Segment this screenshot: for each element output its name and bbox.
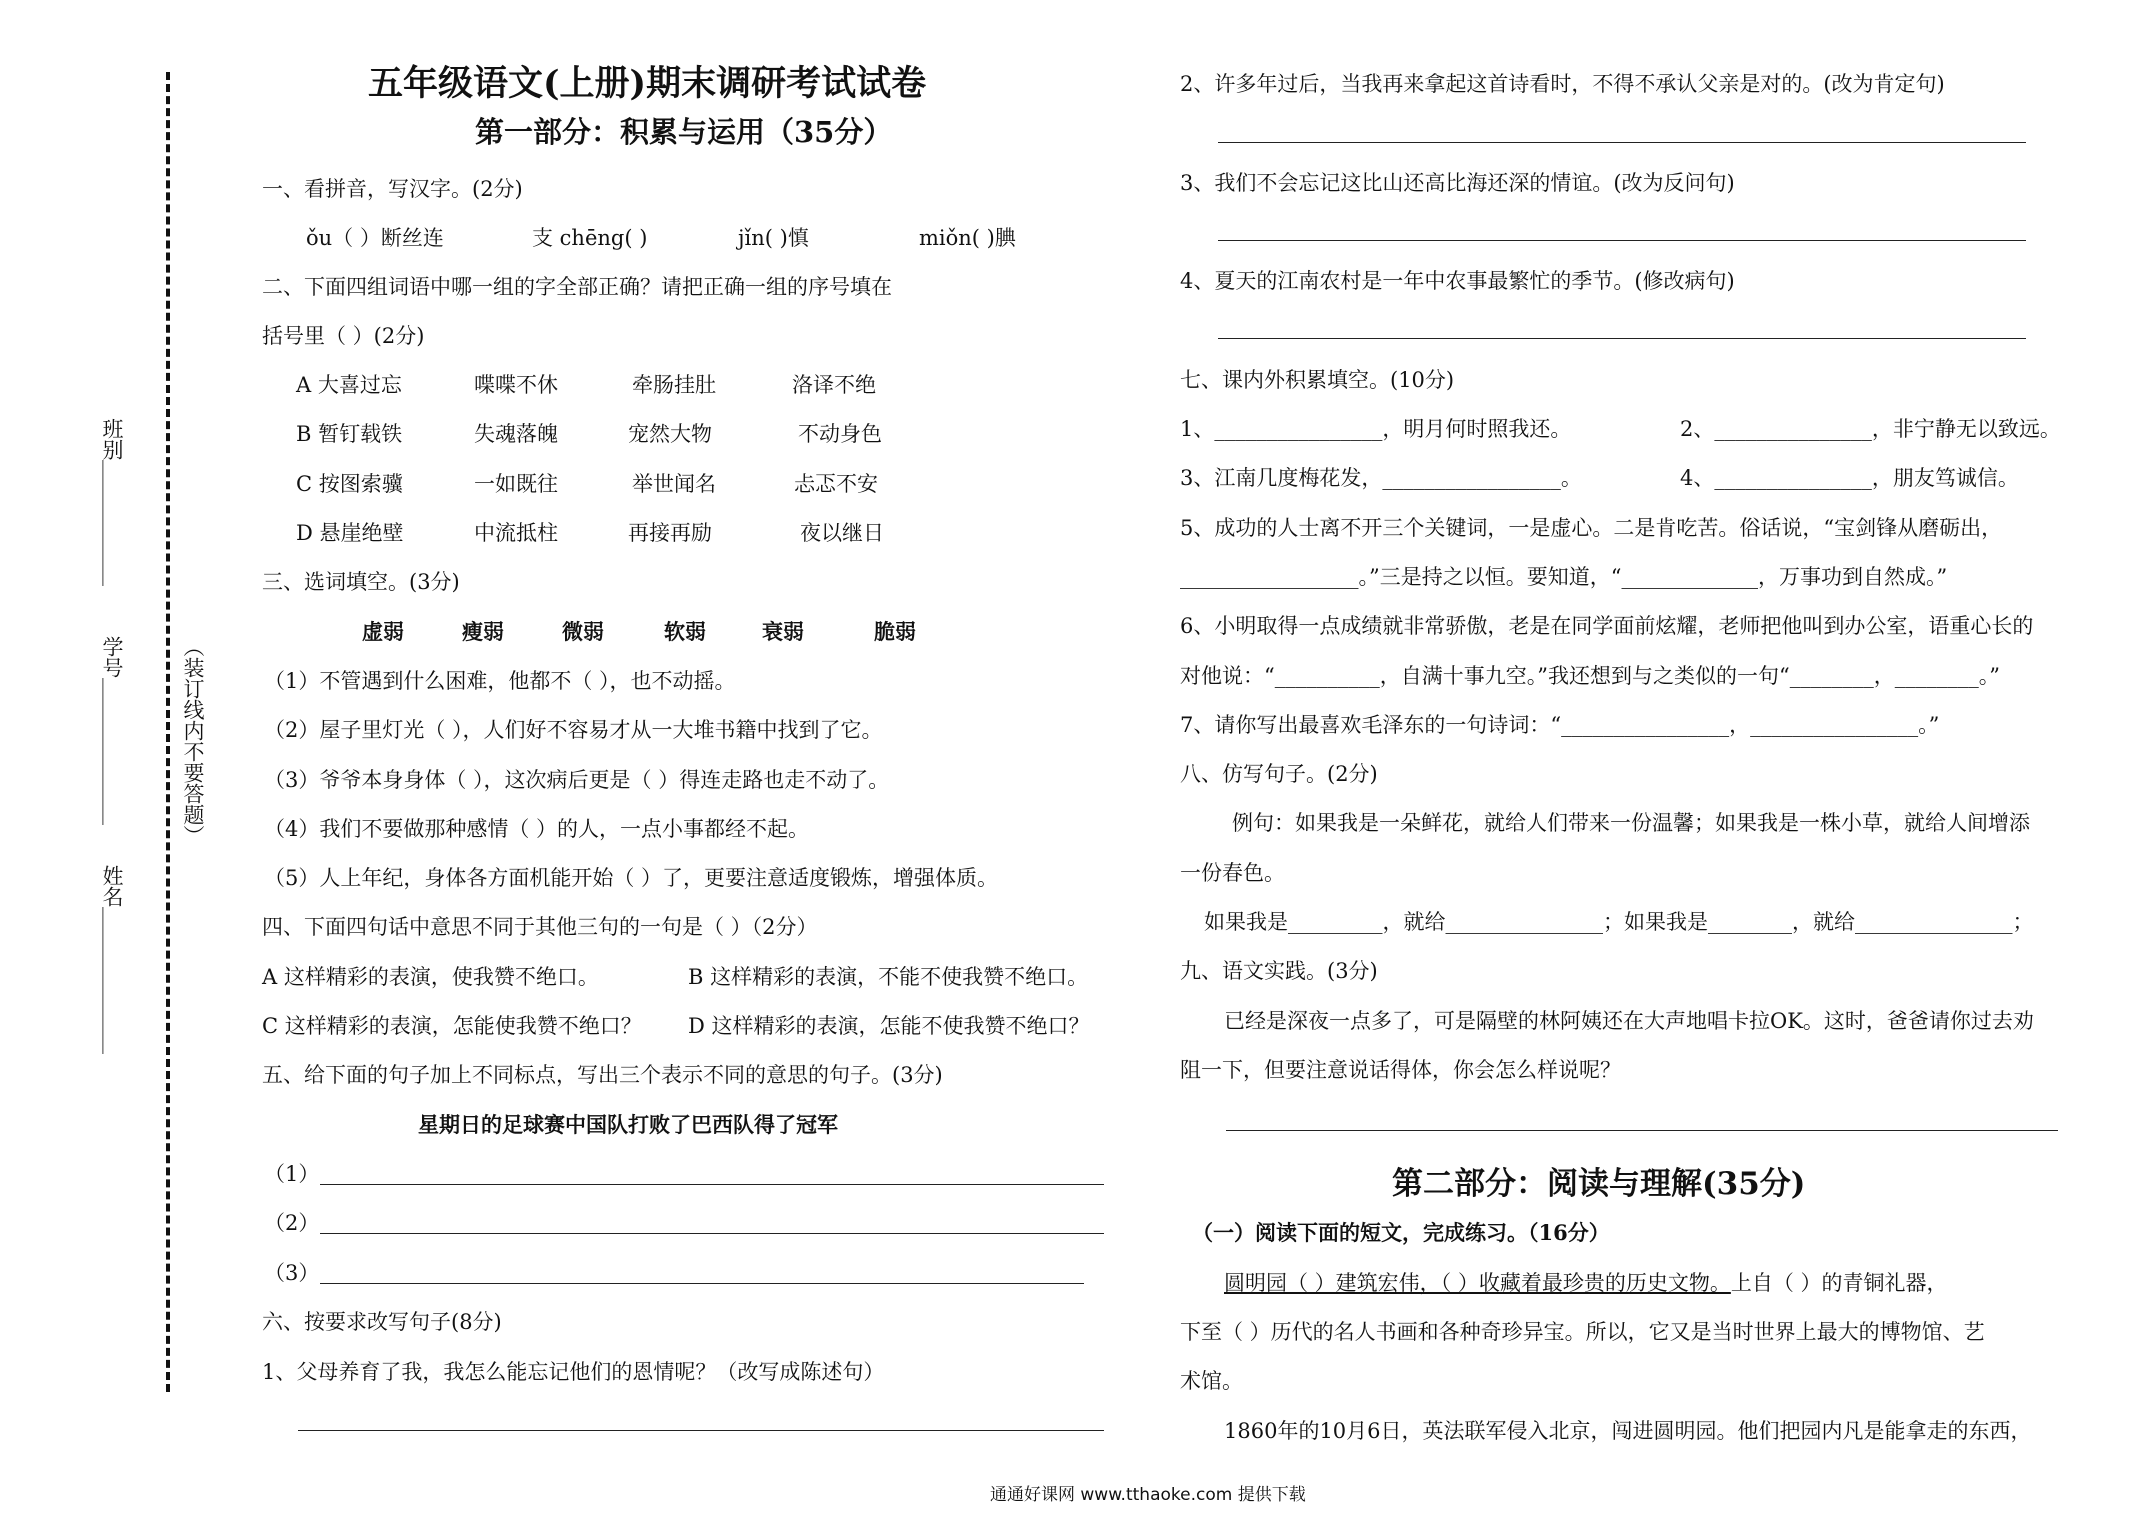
- q3-item-5: （5）人上年纪，身体各方面机能开始（ ）了，更要注意适度锻炼，增强体质。: [264, 866, 999, 890]
- q2-row-c-1: C 按图索骥: [296, 472, 403, 496]
- reading-para-2: 下至（ ）历代的名人书画和各种奇珍异宝。所以，它又是当时世界上最大的博物馆、艺: [1180, 1320, 1985, 1344]
- q4-option-d: D 这样精彩的表演，怎能不使我赞不绝口？: [688, 1014, 1090, 1038]
- q6-answer-line-3[interactable]: [1218, 240, 2026, 241]
- q3-item-2: （2）屋子里灯光（ ），人们好不容易才从一大堆书籍中找到了它。: [264, 718, 883, 742]
- q2-row-d-2: 中流抵柱: [474, 521, 558, 545]
- q3-word-6: 脆弱: [874, 619, 916, 644]
- q6-item-1: 1、父母养育了我，我怎么能忘记他们的恩情呢？（改写成陈述句）: [262, 1360, 885, 1384]
- q7-line-7: 7、请你写出最喜欢毛泽东的一句诗词：“________________，________________。”: [1180, 713, 1940, 737]
- q6-title: 六、按要求改写句子(8分): [262, 1310, 502, 1334]
- q5-sentence: 星期日的足球赛中国队打败了巴西队得了冠军: [418, 1112, 838, 1137]
- q7-line-2a: 3、江南几度梅花发，_________________。: [1180, 466, 1582, 490]
- q7-line-4: _________________。”三是持之以恒。要知道，“_____________，万事功到自然成。”: [1180, 565, 1948, 589]
- q4-option-b: B 这样精彩的表演，不能不使我赞不绝口。: [688, 965, 1089, 989]
- q1-item-3: jǐn( )慎: [738, 226, 809, 250]
- name-blank[interactable]: ＿＿＿＿＿＿＿: [100, 907, 124, 1054]
- q5-label-1: （1）: [264, 1162, 320, 1186]
- part1-title: 第一部分：积累与运用（35分）: [475, 115, 893, 149]
- binding-note: （装订线内不要答题）: [181, 636, 205, 846]
- reading-para-4: 1860年的10月6日，英法联军侵入北京，闯进圆明园。他们把园内凡是能拿走的东西，: [1224, 1419, 2032, 1443]
- part2-title: 第二部分：阅读与理解(35分): [1392, 1166, 1806, 1202]
- q2-row-b-1: B 暂钉载铁: [296, 422, 403, 446]
- q3-item-3: （3）爷爷本身身体（ ），这次病后更是（ ）得连走路也走不动了。: [264, 768, 890, 792]
- q3-title: 三、选词填空。(3分): [262, 570, 460, 594]
- q1-item-4: miǒn( )腆: [919, 226, 1016, 250]
- q6-item-4: 4、夏天的江南农村是一年中农事最繁忙的季节。(修改病句): [1180, 269, 1735, 293]
- q7-line-5: 6、小明取得一点成绩就非常骄傲，老是在同学面前炫耀，老师把他叫到办公室，语重心长的: [1180, 614, 2034, 638]
- q5-answer-line-1[interactable]: [320, 1184, 1104, 1185]
- id-blank[interactable]: ＿＿＿＿＿＿＿: [100, 678, 124, 825]
- q8-fill: 如果我是_________，就给_______________；如果我是________，就给_______________；: [1204, 910, 2034, 934]
- q9-answer-line[interactable]: [1226, 1130, 2058, 1131]
- q3-item-1: （1）不管遇到什么困难，他都不（ ），也不动摇。: [264, 669, 736, 693]
- q4-title: 四、下面四句话中意思不同于其他三句的一句是（ ）（2分）: [262, 915, 818, 939]
- q7-line-1a: 1、________________，明月何时照我还。: [1180, 417, 1572, 441]
- q3-word-1: 虚弱: [362, 619, 404, 644]
- q7-line-2b: 4、_______________，朋友笃诚信。: [1680, 466, 2019, 490]
- id-label: 学号: [100, 636, 124, 678]
- q6-answer-line-1[interactable]: [298, 1430, 1104, 1431]
- q1-title: 一、看拼音，写汉字。(2分): [262, 177, 523, 201]
- q1-item-1: ǒu（ ）断丝连: [306, 226, 444, 250]
- part2-subtitle: （一）阅读下面的短文，完成练习。（16分）: [1192, 1220, 1610, 1245]
- q2-row-c-2: 一如既往: [474, 472, 558, 496]
- q2-row-b-2: 失魂落魄: [474, 422, 558, 446]
- q5-title: 五、给下面的句子加上不同标点，写出三个表示不同的意思的句子。(3分): [262, 1063, 943, 1087]
- q8-example-1: 例句：如果我是一朵鲜花，就给人们带来一份温馨；如果我是一株小草，就给人间增添: [1232, 811, 2030, 835]
- q5-answer-line-3[interactable]: [320, 1283, 1084, 1284]
- q2-row-b-4: 不动身色: [798, 422, 882, 446]
- reading-para-1-rest: 上自（ ）的青铜礼器，: [1730, 1271, 1948, 1295]
- q4-option-a: A 这样精彩的表演，使我赞不绝口。: [262, 965, 599, 989]
- q2-row-a-2: 喋喋不休: [474, 373, 558, 397]
- q8-example-2: 一份春色。: [1180, 861, 1285, 885]
- q2-row-c-3: 举世闻名: [632, 472, 716, 496]
- q8-title: 八、仿写句子。(2分): [1180, 762, 1378, 786]
- name-label: 姓名: [100, 865, 124, 907]
- q2-row-d-1: D 悬崖绝壁: [296, 521, 404, 545]
- q3-word-2: 瘦弱: [462, 619, 504, 644]
- reading-para-3: 术馆。: [1180, 1369, 1243, 1393]
- footer-credit: 通通好课网 www.tthaoke.com 提供下载: [990, 1485, 1306, 1505]
- q7-line-3: 5、成功的人士离不开三个关键词，一是虚心。二是肯吃苦。俗话说，“宝剑锋从磨砺出，: [1180, 516, 2003, 540]
- q2-row-b-3: 宠然大物: [628, 422, 712, 446]
- q2-row-a-4: 洛译不绝: [792, 373, 876, 397]
- q7-line-6: 对他说：“__________，自满十事九空。”我还想到与之类似的一句“________，________。”: [1180, 664, 2000, 688]
- q3-word-5: 衰弱: [762, 619, 804, 644]
- binding-dashed-line: [166, 72, 170, 1392]
- q6-answer-line-4[interactable]: [1218, 338, 2026, 339]
- q4-option-c: C 这样精彩的表演，怎能使我赞不绝口？: [262, 1014, 642, 1038]
- q9-para-1: 已经是深夜一点多了，可是隔壁的林阿姨还在大声地唱卡拉OK。这时，爸爸请你过去劝: [1224, 1009, 2034, 1033]
- q6-item-3: 3、我们不会忘记这比山还高比海还深的情谊。(改为反问句): [1180, 171, 1735, 195]
- class-blank[interactable]: ＿＿＿＿＿＿: [100, 460, 124, 586]
- q7-line-1b: 2、_______________，非宁静无以致远。: [1680, 417, 2061, 441]
- q5-label-2: （2）: [264, 1211, 320, 1235]
- q9-para-2: 阻一下，但要注意说话得体，你会怎么样说呢？: [1180, 1058, 1621, 1082]
- class-label: 班别: [100, 418, 124, 460]
- q5-answer-line-2[interactable]: [320, 1233, 1104, 1234]
- q9-title: 九、语文实践。(3分): [1180, 959, 1378, 983]
- q2-row-d-4: 夜以继日: [800, 521, 884, 545]
- reading-para-1: [1224, 1268, 1948, 1298]
- q2-row-c-4: 忐忑不安: [794, 472, 878, 496]
- binding-fields: [97, 418, 127, 1054]
- q2-row-a-1: A 大喜过忘: [296, 373, 402, 397]
- page-title: 五年级语文(上册)期末调研考试试卷: [368, 63, 927, 104]
- q2-row-a-3: 牵肠挂肚: [632, 373, 716, 397]
- reading-para-1-underlined: 圆明园（ ）建筑宏伟，（ ）收藏着最珍贵的历史文物。: [1224, 1271, 1731, 1295]
- q6-answer-line-2[interactable]: [1218, 142, 2026, 143]
- q3-word-4: 软弱: [664, 619, 706, 644]
- q3-word-3: 微弱: [562, 619, 604, 644]
- q6-item-2: 2、许多年过后，当我再来拿起这首诗看时，不得不承认父亲是对的。(改为肯定句): [1180, 72, 1945, 96]
- q3-item-4: （4）我们不要做那种感情（ ）的人，一点小事都经不起。: [264, 817, 810, 841]
- q5-label-3: （3）: [264, 1261, 320, 1285]
- q2-row-d-3: 再接再励: [628, 521, 712, 545]
- q2-title: 二、下面四组词语中哪一组的字全部正确？请把正确一组的序号填在: [262, 275, 892, 299]
- q2-title-2: 括号里（ ）(2分): [262, 324, 425, 348]
- q7-title: 七、课内外积累填空。(10分): [1180, 368, 1455, 392]
- q1-item-2: 支 chēng( ): [532, 226, 648, 250]
